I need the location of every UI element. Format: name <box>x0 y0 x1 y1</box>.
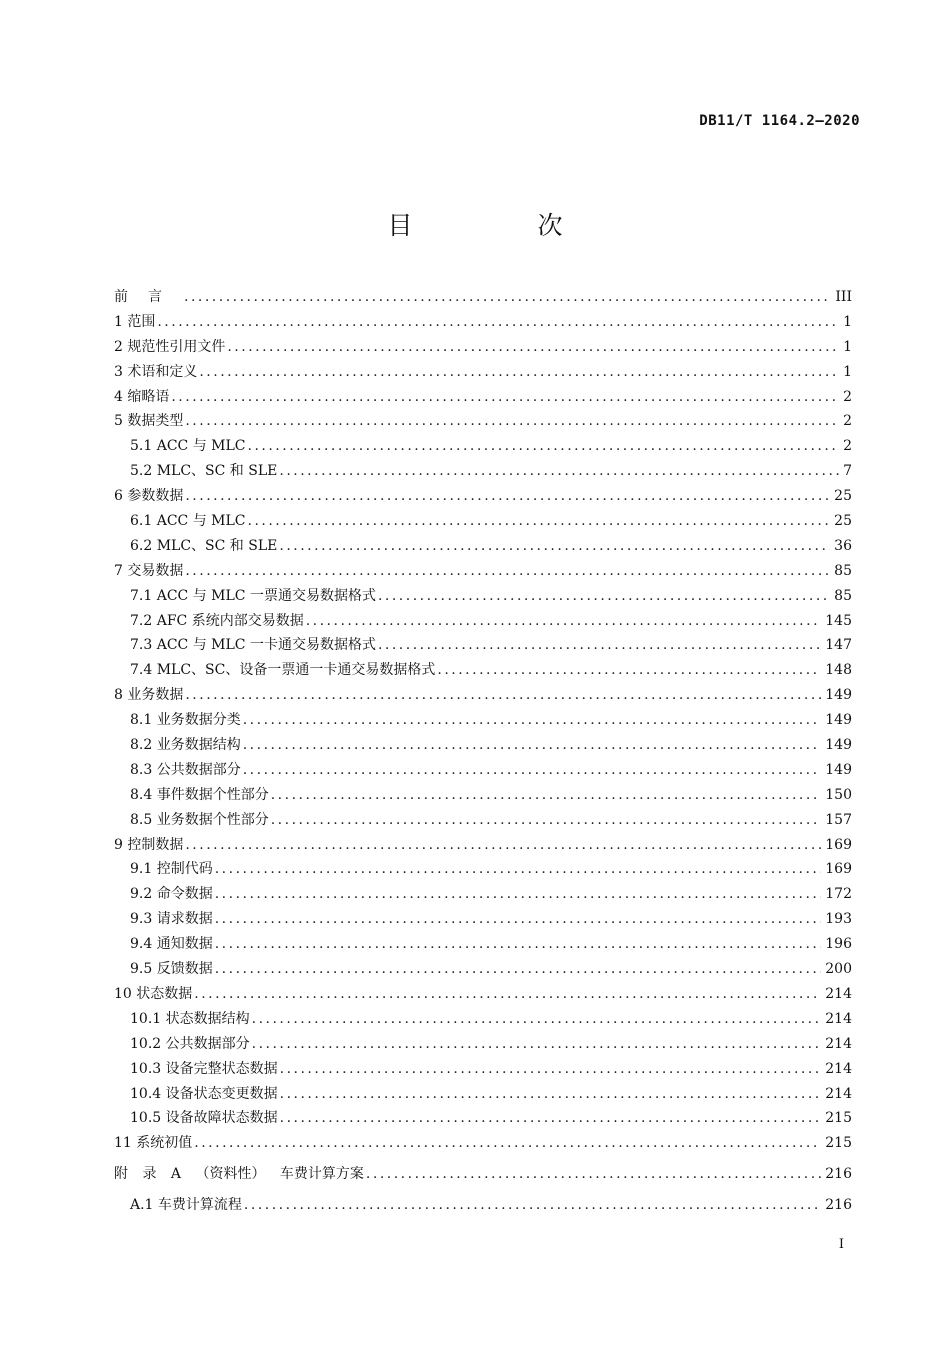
toc-row[interactable] <box>114 510 852 535</box>
toc-page: 214 <box>825 985 852 1002</box>
toc-label: 8.2 业务数据结构 <box>130 737 241 754</box>
toc-page: 214 <box>825 1060 852 1077</box>
toc-row[interactable] <box>114 286 852 311</box>
page-number: I <box>838 1237 844 1252</box>
toc-row[interactable] <box>114 485 852 510</box>
toc-row[interactable] <box>114 709 852 734</box>
toc-label: 7.2 AFC 系统内部交易数据 <box>130 612 304 629</box>
toc-row[interactable] <box>114 1107 852 1132</box>
toc-leader <box>185 687 821 703</box>
toc-page: 2 <box>843 438 852 455</box>
toc-leader <box>215 961 822 977</box>
toc-row[interactable] <box>114 410 852 435</box>
toc-label: 7.4 MLC、SC、设备一票通一卡通交易数据格式 <box>130 662 436 679</box>
toc-leader <box>184 289 831 305</box>
toc-row[interactable] <box>114 734 852 759</box>
toc-page: 1 <box>843 338 852 355</box>
toc-leader <box>215 886 822 902</box>
toc-leader <box>194 986 821 1002</box>
toc-label: 8.4 事件数据个性部分 <box>130 786 269 803</box>
toc-label: 4 缩略语 <box>114 388 170 405</box>
toc-row[interactable] <box>114 1132 852 1157</box>
toc-page: 147 <box>825 637 852 654</box>
toc-leader <box>185 413 839 429</box>
toc-row[interactable] <box>114 1058 852 1083</box>
toc-leader <box>271 787 822 803</box>
toc-row[interactable] <box>114 585 852 610</box>
toc-leader <box>271 812 822 828</box>
toc-row[interactable] <box>114 460 852 485</box>
toc-label: 11 系统初值 <box>114 1135 193 1152</box>
toc-page: 196 <box>825 936 852 953</box>
toc-row-appendix[interactable] <box>114 1163 852 1188</box>
toc-page: 150 <box>825 786 852 803</box>
toc-page: 25 <box>834 488 852 505</box>
toc-page: 216 <box>825 1166 852 1183</box>
toc-page: 149 <box>825 737 852 754</box>
toc-leader <box>378 588 830 604</box>
toc-page: 216 <box>825 1197 852 1214</box>
toc-leader <box>248 513 831 529</box>
toc-leader <box>244 1197 821 1213</box>
toc-label: 5.2 MLC、SC 和 SLE <box>130 463 278 480</box>
toc-page: 214 <box>825 1035 852 1052</box>
toc-row[interactable] <box>114 336 852 361</box>
toc-leader <box>252 1036 822 1052</box>
toc-row[interactable] <box>114 759 852 784</box>
toc-row[interactable] <box>114 958 852 983</box>
document-code: DB11/T 1164.2—2020 <box>699 113 860 129</box>
toc-label: 7 交易数据 <box>114 562 184 579</box>
toc-leader <box>185 563 830 579</box>
toc-label: 7.1 ACC 与 MLC 一票通交易数据格式 <box>130 587 376 604</box>
toc-label: 8.1 业务数据分类 <box>130 712 241 729</box>
toc-row[interactable] <box>114 435 852 460</box>
toc-label: 6 参数数据 <box>114 488 184 505</box>
toc-leader <box>171 389 839 405</box>
toc-page: 215 <box>825 1135 852 1152</box>
toc-page: 36 <box>834 537 852 554</box>
toc-label: 6.1 ACC 与 MLC <box>130 513 246 530</box>
toc-row[interactable] <box>114 1008 852 1033</box>
toc-label: 3 术语和定义 <box>114 363 198 380</box>
toc-label: A.1 车费计算流程 <box>130 1197 242 1214</box>
toc-label: 10.1 状态数据结构 <box>130 1010 250 1027</box>
toc-row[interactable] <box>114 386 852 411</box>
toc-leader <box>366 1166 821 1182</box>
toc-page: III <box>835 289 852 305</box>
toc-row[interactable] <box>114 858 852 883</box>
toc-label: 7.3 ACC 与 MLC 一卡通交易数据格式 <box>130 637 376 654</box>
toc-leader <box>378 637 821 653</box>
toc-label: 10 状态数据 <box>114 985 193 1002</box>
toc-page: 148 <box>825 662 852 679</box>
toc-row[interactable] <box>114 560 852 585</box>
toc-page: 149 <box>825 712 852 729</box>
toc-page: 7 <box>843 463 852 480</box>
toc-leader <box>215 861 822 877</box>
toc-page: 145 <box>825 612 852 629</box>
toc-page: 2 <box>843 413 852 430</box>
toc-page: 214 <box>825 1010 852 1027</box>
toc-leader <box>227 339 839 355</box>
table-of-contents <box>114 286 852 1219</box>
toc-leader <box>194 1135 821 1151</box>
toc-row[interactable] <box>114 1083 852 1108</box>
toc-label: 8.3 公共数据部分 <box>130 761 241 778</box>
toc-page: 2 <box>843 388 852 405</box>
toc-page: 85 <box>834 587 852 604</box>
toc-label: 前言 <box>114 289 182 305</box>
toc-label: 1 范围 <box>114 313 156 330</box>
toc-label: 8 业务数据 <box>114 687 184 704</box>
toc-title: 目 次 <box>387 211 613 240</box>
toc-page: 172 <box>825 886 852 903</box>
toc-label: 9.2 命令数据 <box>130 886 213 903</box>
toc-leader <box>215 936 822 952</box>
toc-row[interactable] <box>114 1194 852 1219</box>
toc-leader <box>252 1011 822 1027</box>
toc-leader <box>280 1061 822 1077</box>
toc-leader <box>248 438 840 454</box>
toc-label: 8.5 业务数据个性部分 <box>130 811 269 828</box>
toc-page: 157 <box>825 811 852 828</box>
toc-row[interactable] <box>114 1033 852 1058</box>
toc-label: 5.1 ACC 与 MLC <box>130 438 246 455</box>
toc-leader <box>185 488 830 504</box>
toc-leader <box>243 712 822 728</box>
toc-page: 25 <box>834 513 852 530</box>
toc-row[interactable] <box>114 659 852 684</box>
toc-page: 1 <box>843 363 852 380</box>
toc-row[interactable] <box>114 933 852 958</box>
toc-label: 9.5 反馈数据 <box>130 961 213 978</box>
toc-row[interactable] <box>114 684 852 709</box>
toc-label: 10.2 公共数据部分 <box>130 1035 250 1052</box>
toc-page: 149 <box>825 687 852 704</box>
toc-label: 2 规范性引用文件 <box>114 338 226 355</box>
toc-leader <box>215 911 822 927</box>
toc-row[interactable] <box>114 535 852 560</box>
toc-leader <box>437 662 821 678</box>
toc-row[interactable] <box>114 784 852 809</box>
toc-label: 6.2 MLC、SC 和 SLE <box>130 537 278 554</box>
toc-row[interactable] <box>114 361 852 386</box>
toc-label: 9.3 请求数据 <box>130 911 213 928</box>
toc-leader <box>279 463 839 479</box>
toc-row[interactable] <box>114 883 852 908</box>
toc-leader <box>199 364 839 380</box>
toc-row[interactable] <box>114 834 852 859</box>
toc-page: 169 <box>825 836 852 853</box>
toc-row[interactable] <box>114 610 852 635</box>
toc-row[interactable] <box>114 634 852 659</box>
toc-row[interactable] <box>114 983 852 1008</box>
toc-leader <box>280 1086 822 1102</box>
toc-page: 85 <box>834 562 852 579</box>
toc-leader <box>279 538 830 554</box>
toc-row[interactable] <box>114 809 852 834</box>
toc-page: 200 <box>825 961 852 978</box>
toc-leader <box>157 314 839 330</box>
toc-leader <box>280 1110 822 1126</box>
toc-leader <box>306 613 822 629</box>
toc-leader <box>185 837 821 853</box>
toc-page: 214 <box>825 1085 852 1102</box>
toc-page: 169 <box>825 861 852 878</box>
toc-label: 10.3 设备完整状态数据 <box>130 1060 278 1077</box>
toc-row[interactable] <box>114 311 852 336</box>
toc-page: 1 <box>843 313 852 330</box>
toc-label: 10.4 设备状态变更数据 <box>130 1085 278 1102</box>
toc-label: 9.4 通知数据 <box>130 936 213 953</box>
toc-page: 149 <box>825 761 852 778</box>
toc-page: 215 <box>825 1110 852 1127</box>
toc-row[interactable] <box>114 908 852 933</box>
toc-label: 5 数据类型 <box>114 413 184 430</box>
toc-label: 9 控制数据 <box>114 836 184 853</box>
toc-label: 9.1 控制代码 <box>130 861 213 878</box>
toc-page: 193 <box>825 911 852 928</box>
toc-leader <box>243 762 822 778</box>
toc-leader <box>243 737 822 753</box>
toc-label: 附 录 A （资料性） 车费计算方案 <box>114 1166 364 1183</box>
toc-label: 10.5 设备故障状态数据 <box>130 1110 278 1127</box>
